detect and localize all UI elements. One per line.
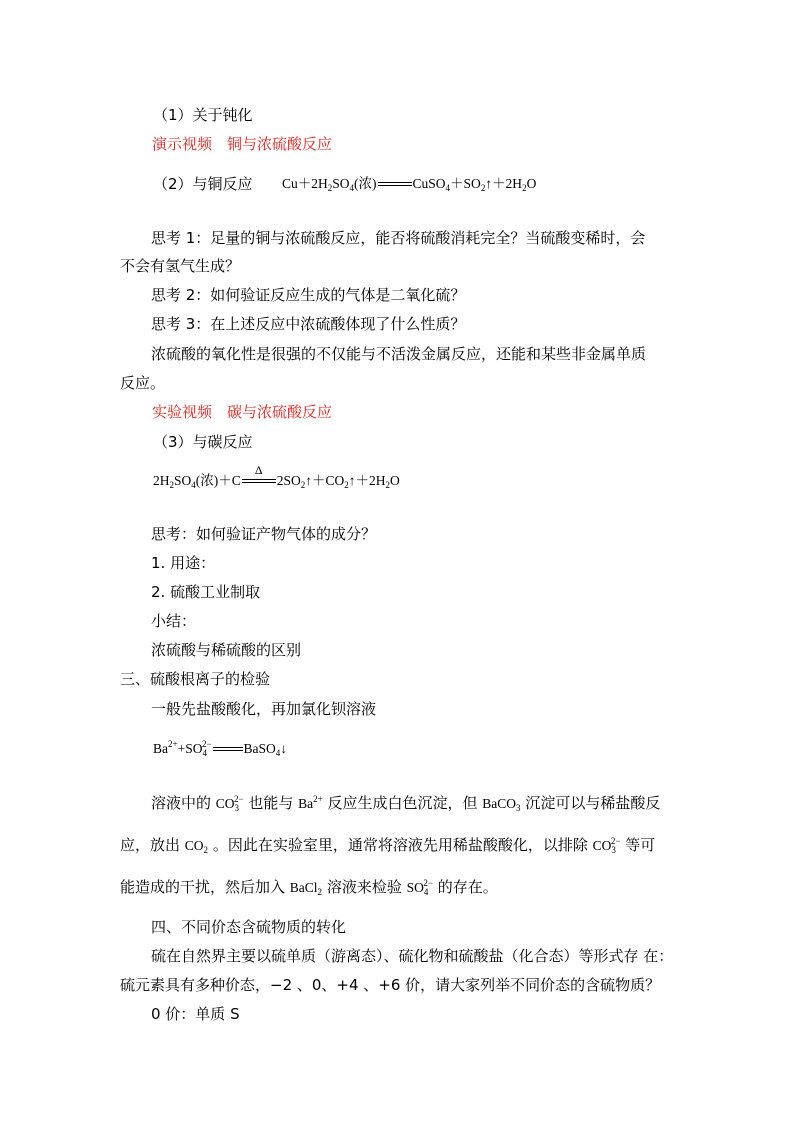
equation-copper: $Cu+2H_2SO_4$(浓) $CuSO_4+SO_2↑+2H_2O$ (282, 176, 537, 193)
zero-valence: 0 价：单质 S (151, 1005, 240, 1023)
equation-barium-sulfate: $Ba^{2+}+SO_4^{2-}$ BaSO$_4$↓ (153, 739, 288, 758)
think-2: 思考 2：如何验证反应生成的气体是二氧化硫？ (151, 286, 466, 304)
video-link-copper[interactable]: 演示视频 铜与浓硫酸反应 (152, 135, 333, 153)
section-4-heading: 四、不同价态含硫物质的转化 (151, 918, 347, 936)
think-1-line-2: 不会有氢气生成？ (120, 257, 241, 275)
heat-symbol: Δ (254, 462, 263, 477)
think-3: 思考 3：在上述反应中浓硫酸体现了什么性质？ (151, 315, 466, 333)
oxidation-line-2: 反应。 (120, 374, 166, 392)
item-passivation: （1）关于钝化 (153, 106, 253, 124)
nature-line-1: 硫在自然界主要以硫单质（游离态）、硫化物和硫酸盐（化合态）等形式存 在： (151, 947, 674, 965)
paragraph-line-1: 溶液中的 $CO_3^{2-}$ 也能与 $Ba^{2+}$ 反应生成白色沉淀，但 BaCO$_3$ 沉淀可以与稀盐酸反 (151, 794, 661, 813)
item-carbon-reaction: （3）与碳反应 (153, 433, 253, 451)
equation-carbon: $2H_2SO_4$(浓)＋C Δ $2SO_2↑+CO_2↑+2H_2O$ (153, 462, 400, 490)
test-method: 一般先盐酸酸化，再加氯化钡溶液 (151, 700, 377, 718)
oxidation-line-1: 浓硫酸的氧化性是很强的不仅能与不活泼金属反应，还能和某些非金属单质 (151, 345, 647, 363)
industry-heading: 2. 硫酸工业制取 (151, 583, 261, 601)
think-1-line-1: 思考 1：足量的铜与浓硫酸反应，能否将硫酸消耗完全？当硫酸变稀时，会 (151, 229, 646, 247)
summary-heading: 小结： (151, 612, 197, 630)
think-4: 思考：如何验证产物气体的成分？ (151, 525, 377, 543)
paragraph-line-2: 应，放出 $CO_2$ 。因此在实验室里，通常将溶液先用稀盐酸酸化，以排除 $CO_3^{2-}$ 等可 (120, 836, 656, 855)
video-link-carbon[interactable]: 实验视频 碳与浓硫酸反应 (152, 403, 333, 421)
paragraph-line-3: 能造成的干扰，然后加入 BaCl$_2$ 溶液来检验 $SO_4^{2-}$ 的存在。 (120, 878, 498, 897)
item-copper-reaction: （2）与铜反应 (153, 175, 253, 193)
section-3-heading: 三、硫酸根离子的检验 (120, 670, 271, 688)
difference-item: 浓硫酸与稀硫酸的区别 (151, 641, 302, 659)
nature-line-2: 硫元素具有多种价态，−2 、0、+4 、+6 价，请大家列举不同价态的含硫物质？ (120, 976, 661, 994)
use-heading: 1. 用途： (151, 554, 216, 572)
